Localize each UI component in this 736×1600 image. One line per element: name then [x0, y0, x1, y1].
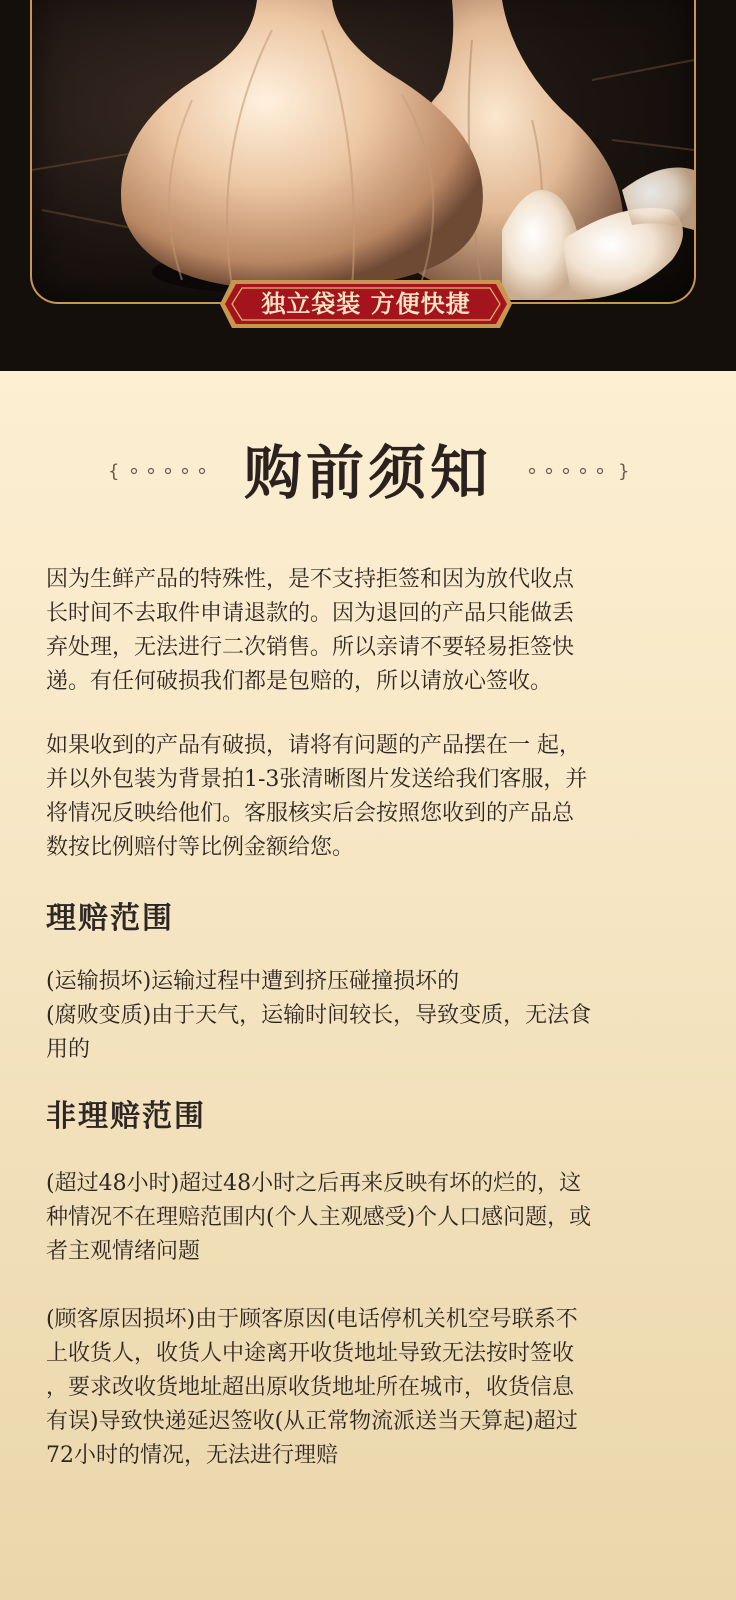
notice-paragraph-no-rejection: 因为生鲜产品的特殊性，是不支持拒签和因为放代收点 长时间不去取件申请退款的。因为退回的产品只能做丢 弃处理，无法进行二次销售。所以亲请不要轻易拒签快 递。有任何破损我们都是包赔的，所以请放心签收。: [46, 567, 575, 694]
claim-scope-heading: 理赔范围: [46, 901, 174, 936]
garlic-photo-frame: [30, 0, 696, 304]
badge-label: 独立袋装 方便快捷: [261, 289, 471, 318]
non-claim-text-customer-cause: (顾客原因损坏)由于顾客原因(电话停机关机空号联系不 上收货人，收货人中途离开收货地址导致无法按时签收 ，要求改收货地址超出原收货地址所在城市，收货信息 有误)导致快递延迟签收(从正常物流派送当天算起)超过 72小时的情况，无法进行理赔: [46, 1307, 578, 1468]
purchase-notice-section: [0, 371, 736, 1600]
pickled-garlic-image: [32, 0, 694, 302]
claim-scope-text: (运输损坏)运输过程中遭到挤压碰撞损坏的 (腐败变质)由于天气，运输时间较长，导致变质，无法食 用的: [46, 969, 592, 1062]
product-photo-banner: [0, 0, 736, 371]
ornament-left-icon: [104, 455, 214, 485]
non-claim-text-overdue: (超过48小时)超过48小时之后再来反映有坏的烂的，这 种情况不在理赔范围内(个人主观感受)个人口感问题，或 者主观情绪问题: [46, 1171, 592, 1264]
svg-text:}: }: [618, 461, 630, 482]
notice-paragraph-damage-claim: 如果收到的产品有破损，请将有问题的产品摆在一 起， 并以外包装为背景拍1-3张清晰图片发送给我们客服，并 将情况反映给他们。客服核实后会按照您收到的产品总 数按比例赔付等比例金额给您。: [46, 733, 588, 860]
feature-badge: [218, 276, 514, 332]
notice-title-row: [0, 433, 736, 513]
page-title: 购前须知: [243, 439, 492, 507]
svg-text:{: {: [108, 461, 120, 482]
ornament-right-icon: [524, 455, 634, 485]
non-claim-scope-heading: 非理赔范围: [46, 1099, 206, 1134]
